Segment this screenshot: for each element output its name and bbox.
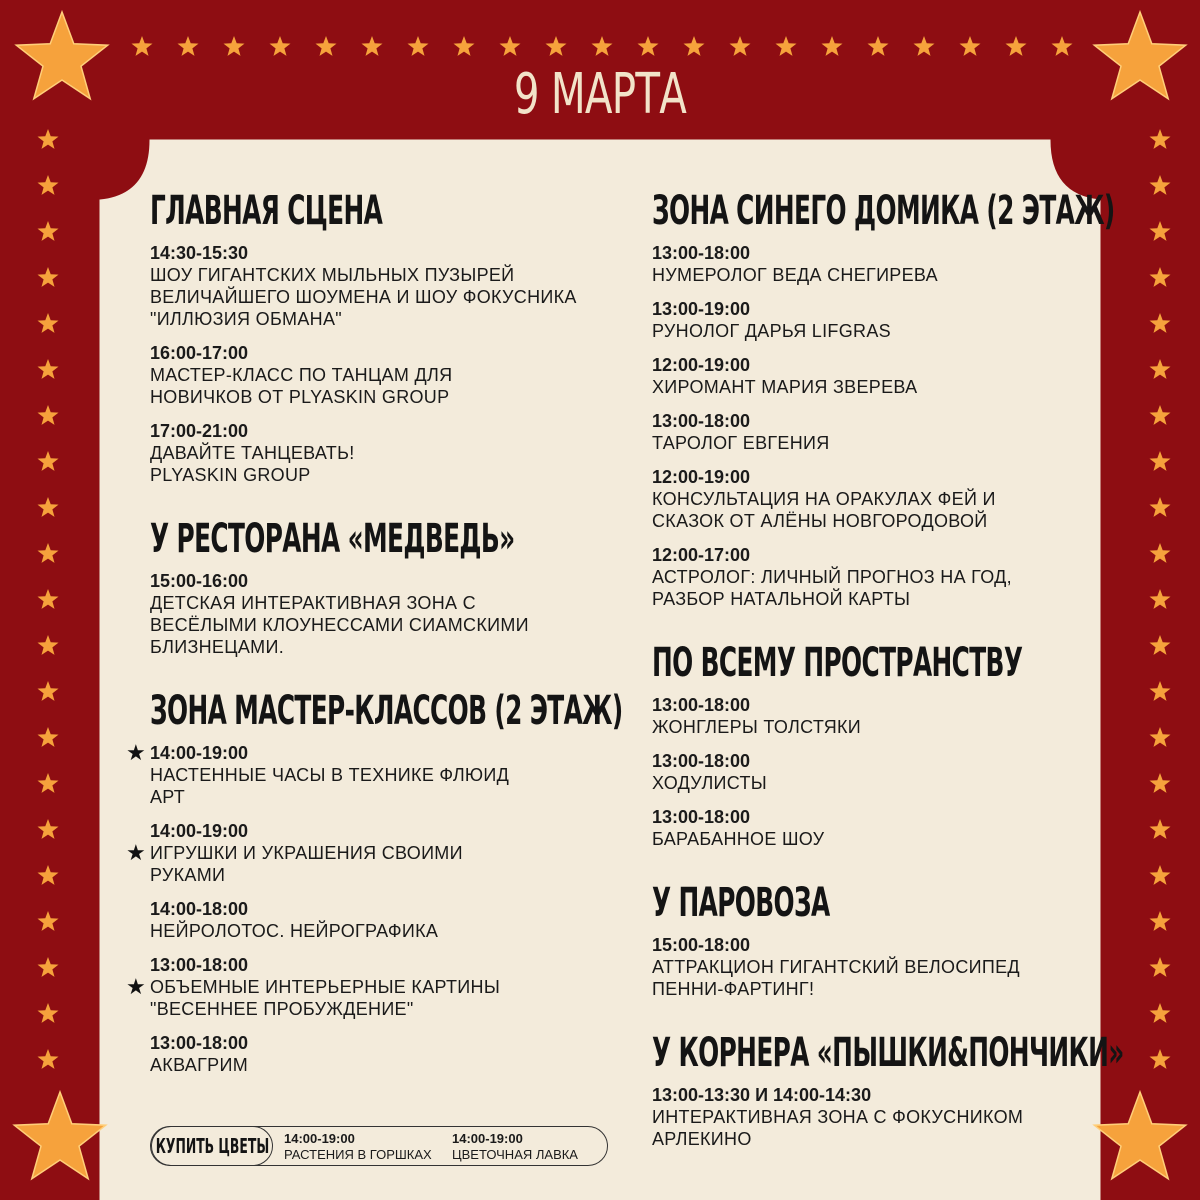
event-description: ОБЪЕМНЫЕ ИНТЕРЬЕРНЫЕ КАРТИНЫ "ВЕСЕННЕЕ ПРОБУЖДЕНИЕ" <box>150 977 501 1019</box>
border-star-icon <box>132 36 153 56</box>
event-description: ШОУ ГИГАНТСКИХ МЫЛЬНЫХ ПУЗЫРЕЙ ВЕЛИЧАЙШЕГО ШОУМЕНА И ШОУ ФОКУСНИКА "ИЛЛЮЗИЯ ОБМАНА" <box>150 265 577 329</box>
border-star-icon <box>38 359 59 379</box>
event-description: АТТРАКЦИОН ГИГАНТСКИЙ ВЕЛОСИПЕД ПЕННИ-ФАРТИНГ! <box>652 957 1020 999</box>
border-star-icon <box>960 36 981 56</box>
corner-star-icon <box>1094 12 1185 99</box>
event-description: ИГРУШКИ И УКРАШЕНИЯ СВОИМИ РУКАМИ <box>150 843 463 885</box>
star-icon: ★ <box>126 840 146 865</box>
border-star-icon <box>38 543 59 563</box>
schedule-event <box>652 694 1102 738</box>
border-star-icon <box>38 451 59 471</box>
border-star-icon <box>1150 175 1171 195</box>
event-time: 13:00-18:00 <box>652 411 751 431</box>
border-star-icon <box>1150 911 1171 931</box>
star-icon: ★ <box>126 974 146 999</box>
border-star-icon <box>1150 359 1171 379</box>
border-star-icon <box>270 36 291 56</box>
border-star-icon <box>1006 36 1027 56</box>
flowers-item-time: 14:00-19:00 <box>452 1131 523 1146</box>
border-star-icon <box>1150 221 1171 241</box>
border-star-icon <box>178 36 199 56</box>
event-time: 13:00-18:00 <box>150 955 249 975</box>
event-description: ДАВАЙТЕ ТАНЦЕВАТЬ! PLYASKIN GROUP <box>150 443 355 485</box>
star-icon: ★ <box>126 740 146 765</box>
border-star-icon <box>1150 1003 1171 1023</box>
border-star-icon <box>1052 36 1073 56</box>
schedule-event <box>652 298 1102 342</box>
schedule-event <box>652 410 1102 454</box>
border-star-icon <box>684 36 705 56</box>
buy-flowers-button[interactable] <box>151 1126 273 1166</box>
event-time: 14:00-18:00 <box>150 899 249 919</box>
event-description: МАСТЕР-КЛАСС ПО ТАНЦАМ ДЛЯ НОВИЧКОВ ОТ PLYASKIN GROUP <box>150 365 453 407</box>
event-description: ТАРОЛОГ ЕВГЕНИЯ <box>652 433 830 453</box>
border-star-icon <box>1150 543 1171 563</box>
event-time: 15:00-16:00 <box>150 571 249 591</box>
event-time: 12:00-19:00 <box>652 355 751 375</box>
event-description: НАСТЕННЫЕ ЧАСЫ В ТЕХНИКЕ ФЛЮИД АРТ <box>150 765 510 807</box>
border-star-icon <box>38 1049 59 1069</box>
border-star-icon <box>1150 773 1171 793</box>
border-star-icon <box>38 635 59 655</box>
page-title: 9 МАРТА <box>513 62 687 127</box>
schedule-event <box>652 934 1102 1000</box>
schedule-event <box>126 820 620 886</box>
event-description: АСТРОЛОГ: ЛИЧНЫЙ ПРОГНОЗ НА ГОД, РАЗБОР НАТАЛЬНОЙ КАРТЫ <box>652 567 1012 609</box>
event-time: 16:00-17:00 <box>150 343 249 363</box>
event-time: 13:00-18:00 <box>652 695 751 715</box>
section-title: ГЛАВНАЯ СЦЕНА <box>150 188 383 234</box>
border-star-icon <box>730 36 751 56</box>
border-star-icon <box>38 497 59 517</box>
border-star-icon <box>454 36 475 56</box>
event-description: ХОДУЛИСТЫ <box>652 773 768 793</box>
border-star-icon <box>638 36 659 56</box>
border-star-icon <box>38 681 59 701</box>
event-time: 13:00-18:00 <box>652 807 751 827</box>
schedule-event <box>150 1032 620 1076</box>
border-star-icon <box>776 36 797 56</box>
section-title: ЗОНА СИНЕГО ДОМИКА (2 ЭТАЖ) <box>652 188 1115 234</box>
corner-star-icon <box>16 12 107 99</box>
schedule-event <box>652 806 1102 850</box>
schedule-event <box>150 420 620 486</box>
event-time: 14:00-19:00 <box>150 821 249 841</box>
section-title: У РЕСТОРАНА «МЕДВЕДЬ» <box>150 516 515 562</box>
event-time: 12:00-17:00 <box>652 545 751 565</box>
flowers-item-shop <box>452 1131 578 1163</box>
border-star-icon <box>38 819 59 839</box>
event-time: 13:00-13:30 И 14:00-14:30 <box>652 1085 872 1105</box>
event-time: 15:00-18:00 <box>652 935 751 955</box>
border-star-icon <box>1150 589 1171 609</box>
event-time: 14:00-19:00 <box>150 743 249 763</box>
border-star-icon <box>1150 635 1171 655</box>
border-star-icon <box>38 957 59 977</box>
section-title: ЗОНА МАСТЕР-КЛАССОВ (2 ЭТАЖ) <box>150 688 623 734</box>
border-star-icon <box>38 773 59 793</box>
section-title: У ПАРОВОЗА <box>652 880 830 926</box>
event-description: ХИРОМАНТ МАРИЯ ЗВЕРЕВА <box>652 377 918 397</box>
event-time: 14:30-15:30 <box>150 243 249 263</box>
border-star-icon <box>592 36 613 56</box>
schedule-event <box>126 740 620 808</box>
flowers-item-label: РАСТЕНИЯ В ГОРШКАХ <box>284 1147 432 1162</box>
corner-star-icon <box>1094 1092 1185 1179</box>
border-star-icon <box>38 267 59 287</box>
border-star-icon <box>500 36 521 56</box>
border-star-icon <box>822 36 843 56</box>
border-star-icon <box>1150 451 1171 471</box>
event-description: ДЕТСКАЯ ИНТЕРАКТИВНАЯ ЗОНА С ВЕСЁЛЫМИ КЛОУНЕССАМИ СИАМСКИМИ БЛИЗНЕЦАМИ. <box>150 593 529 657</box>
right-column <box>652 188 1124 1162</box>
schedule-event <box>150 898 620 942</box>
border-star-icon <box>1150 681 1171 701</box>
section-title: У КОРНЕРА «ПЫШКИ&ПОНЧИКИ» <box>652 1030 1124 1076</box>
border-star-icon <box>1150 819 1171 839</box>
border-star-icon <box>1150 727 1171 747</box>
border-star-icon <box>546 36 567 56</box>
event-description: РУНОЛОГ ДАРЬЯ LIFGRAS <box>652 321 891 341</box>
flowers-bar <box>150 1126 608 1166</box>
buy-flowers-label: КУПИТЬ ЦВЕТЫ <box>155 1133 269 1158</box>
event-description: АКВАГРИМ <box>150 1055 248 1075</box>
border-star-icon <box>408 36 429 56</box>
border-star-icon <box>1150 865 1171 885</box>
border-star-icon <box>868 36 889 56</box>
border-star-icon <box>38 589 59 609</box>
border-star-icon <box>38 313 59 333</box>
border-star-icon <box>38 221 59 241</box>
border-star-icon <box>1150 497 1171 517</box>
event-description: ЖОНГЛЕРЫ ТОЛСТЯКИ <box>652 717 862 737</box>
schedule-event <box>652 544 1102 610</box>
schedule-event <box>126 954 620 1020</box>
event-time: 17:00-21:00 <box>150 421 249 441</box>
border-star-icon <box>38 1003 59 1023</box>
event-description: КОНСУЛЬТАЦИЯ НА ОРАКУЛАХ ФЕЙ И СКАЗОК ОТ АЛЁНЫ НОВГОРОДОВОЙ <box>652 489 996 531</box>
schedule-event <box>652 1084 1102 1150</box>
border-star-icon <box>1150 267 1171 287</box>
border-star-icon <box>38 405 59 425</box>
border-star-icon <box>38 911 59 931</box>
event-time: 13:00-19:00 <box>652 299 751 319</box>
border-star-icon <box>316 36 337 56</box>
border-star-icon <box>224 36 245 56</box>
border-star-icon <box>1150 313 1171 333</box>
schedule-event <box>652 466 1102 532</box>
schedule-event <box>150 570 620 658</box>
corner-star-icon <box>14 1092 105 1179</box>
flowers-item-pots <box>284 1131 432 1163</box>
schedule-event <box>652 354 1102 398</box>
event-description: ИНТЕРАКТИВНАЯ ЗОНА С ФОКУСНИКОМ АРЛЕКИНО <box>652 1107 1024 1149</box>
schedule-event <box>150 242 620 330</box>
border-star-icon <box>1150 129 1171 149</box>
border-star-icon <box>38 727 59 747</box>
border-star-icon <box>38 129 59 149</box>
section-title: ПО ВСЕМУ ПРОСТРАНСТВУ <box>652 640 1023 686</box>
event-time: 12:00-19:00 <box>652 467 751 487</box>
left-column <box>126 188 623 1088</box>
event-time: 13:00-18:00 <box>652 243 751 263</box>
event-description: НЕЙРОЛОТОС. НЕЙРОГРАФИКА <box>150 921 439 941</box>
event-time: 13:00-18:00 <box>652 751 751 771</box>
border-star-icon <box>38 865 59 885</box>
flowers-item-time: 14:00-19:00 <box>284 1131 355 1146</box>
schedule-event <box>652 242 1102 286</box>
border-star-icon <box>1150 957 1171 977</box>
border-star-icon <box>1150 1049 1171 1069</box>
border-star-icon <box>362 36 383 56</box>
border-star-icon <box>38 175 59 195</box>
schedule-event <box>150 342 620 408</box>
border-star-icon <box>1150 405 1171 425</box>
flowers-item-label: ЦВЕТОЧНАЯ ЛАВКА <box>452 1147 578 1162</box>
schedule-event <box>652 750 1102 794</box>
border-star-icon <box>914 36 935 56</box>
event-time: 13:00-18:00 <box>150 1033 249 1053</box>
event-description: БАРАБАННОЕ ШОУ <box>652 829 825 849</box>
event-description: НУМЕРОЛОГ ВЕДА СНЕГИРЕВА <box>652 265 938 285</box>
